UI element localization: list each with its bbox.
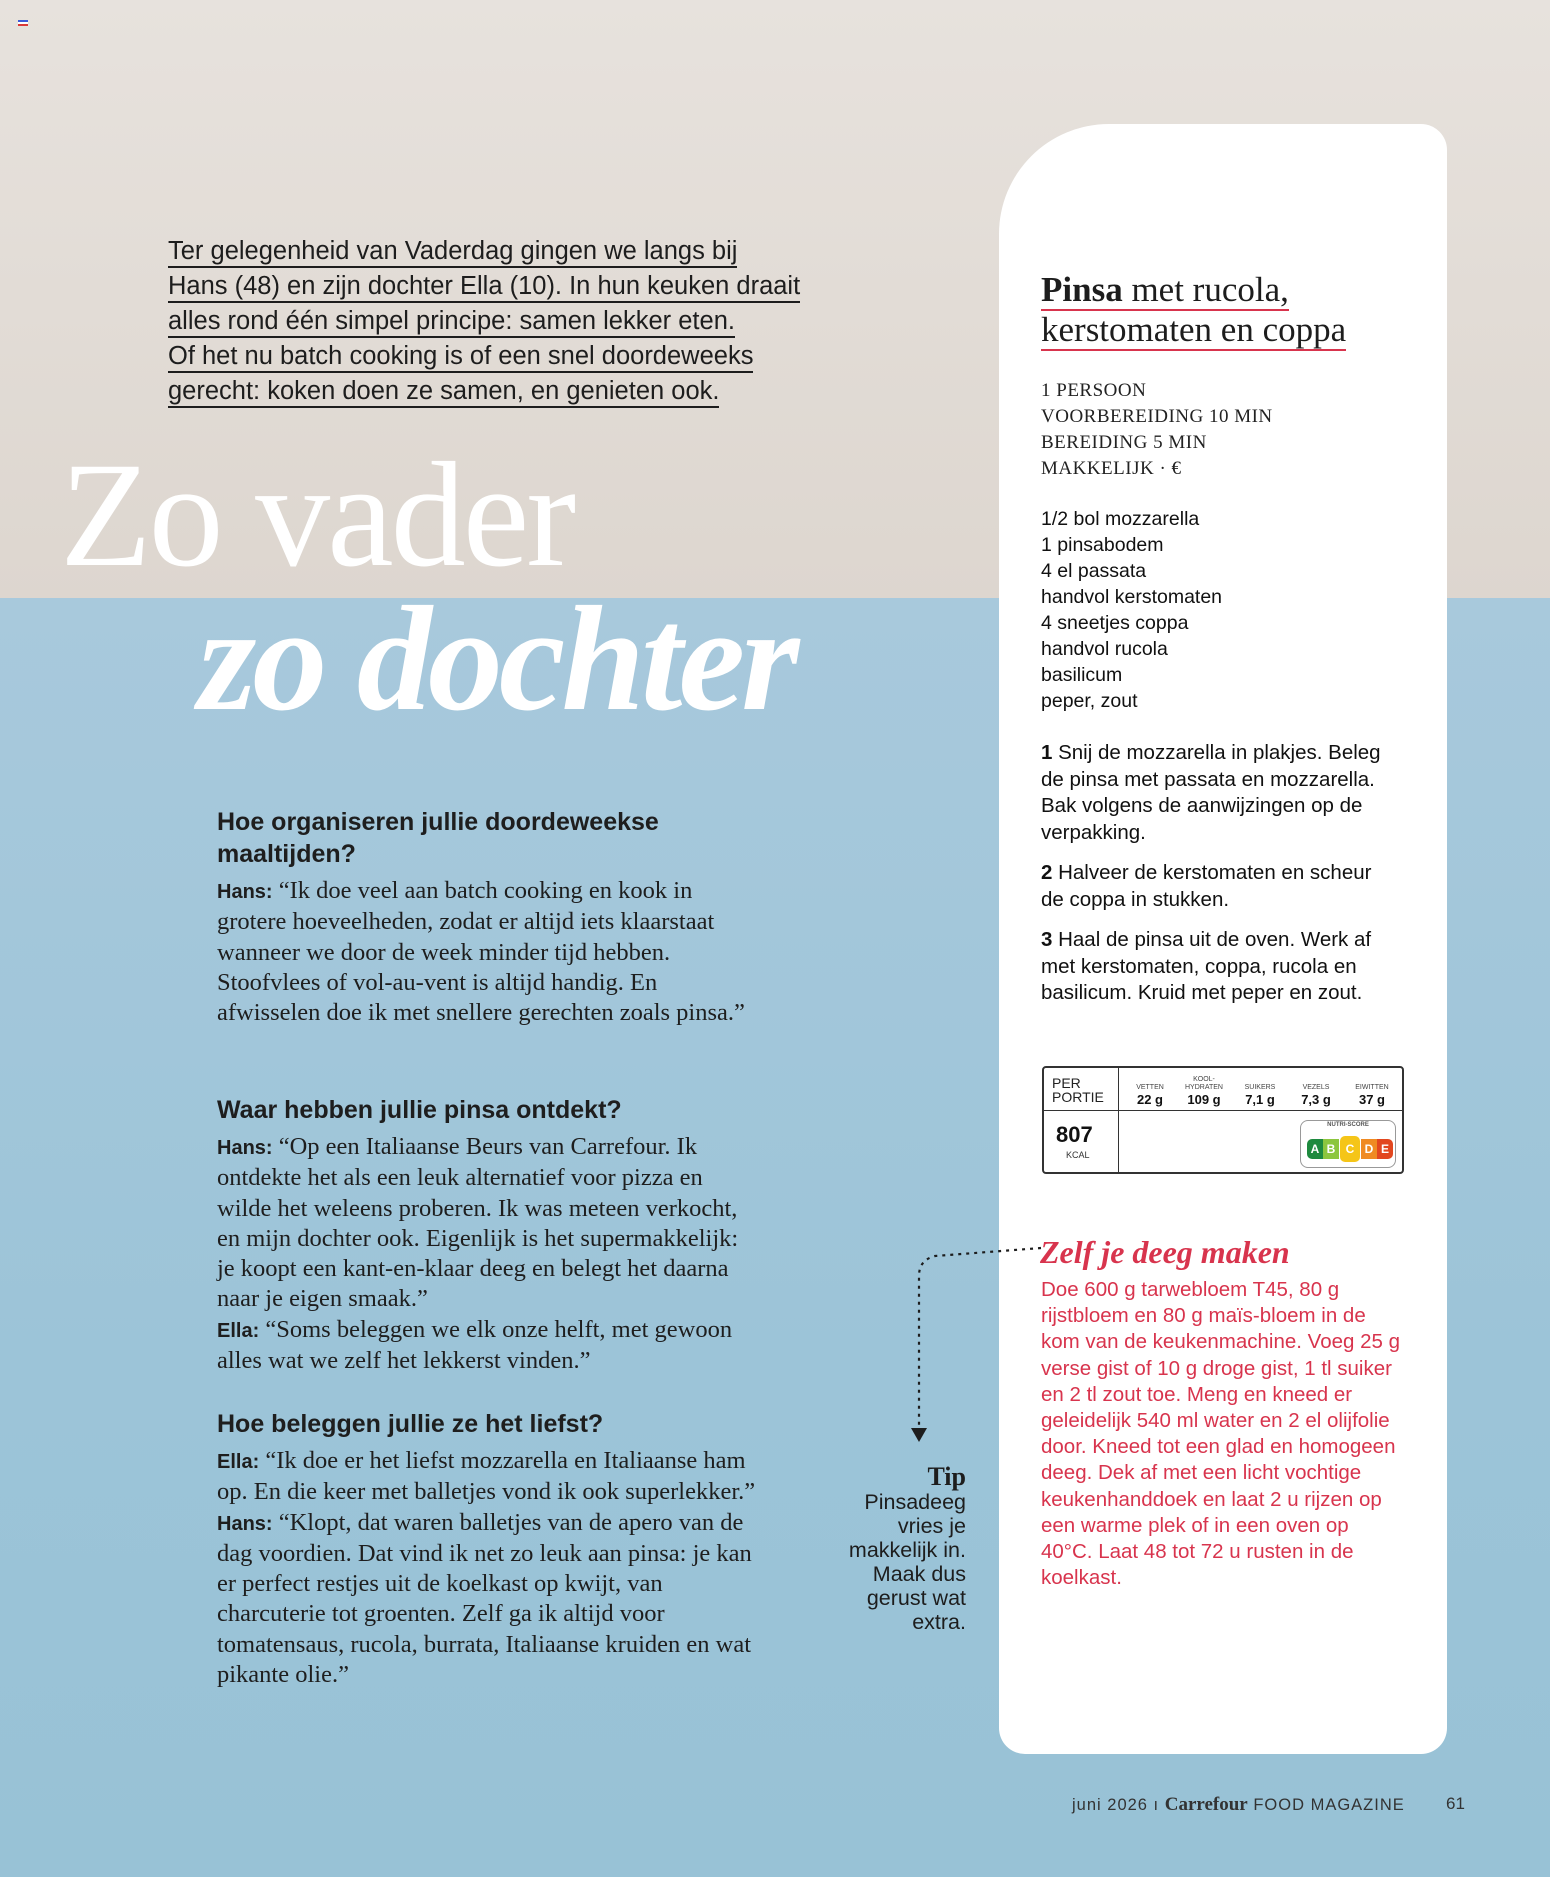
question: Waar hebben jullie pinsa ontdekt? xyxy=(217,1096,622,1124)
nutrition-table xyxy=(1042,1066,1404,1174)
intro-line: Hans (48) en zijn dochter Ella (10). In hun keuken draait xyxy=(168,272,800,303)
nutrient-label: SUIKERS xyxy=(1244,1084,1276,1091)
answer xyxy=(217,1132,757,1315)
answer-text: “Klopt, dat waren balletjes van de apero van de dag voordien. Dat vind ik net zo leuk aan pinsa: je kan er perfect restjes uit de koelkast op kwijt, van charcuterie tot groenten. Zelf ga ik altijd voor tomatensaus, rucola, burrata, Italiaanse kruiden en wat pikante olie.” xyxy=(217,1508,752,1689)
answer-text: “Ik doe veel aan batch cooking en kook in grotere hoeveelheden, zodat er altijd iets klaarstaat wanneer we door de week minder tijd hebben. Stoofvlees of vol-au-vent is altijd handig. En afwisselen doe ik met snellere gerechten zoals pinsa.” xyxy=(217,877,745,1027)
ingredient: basilicum xyxy=(1041,664,1123,686)
nutrient-fat xyxy=(1124,1078,1176,1107)
per-portion-label xyxy=(1052,1076,1104,1104)
answer xyxy=(217,876,757,1028)
step xyxy=(1041,740,1396,846)
nutrient-label: KOOL-HYDRATEN xyxy=(1185,1076,1223,1091)
answer-text: “Soms beleggen we elk onze helft, met gewoon alles wat we zelf het lekkerst vinden.” xyxy=(217,1315,733,1375)
dough-title: Zelf je deeg maken xyxy=(1040,1234,1290,1270)
dough-text: Doe 600 g tarwebloem T45, 80 g rijstbloem en 80 g maïs-bloem in de kom van de keukenmachine. Voeg 25 g verse gist of 10 g droge gist, 1 tl suiker en 2 tl zout toe. Meng en kneed er geleidelijk 540 ml water en 2 el olijfolie door. Kneed tot een glad en homogeen deeg. Dek af met een licht vochtige keukenhanddoek en laat 2 u rijzen op een warme plek of in een oven op 40°C. Laat 48 tot 72 u rusten in de koelkast. xyxy=(1041,1278,1400,1590)
step xyxy=(1041,860,1396,913)
nutri-score-letter-a: A xyxy=(1307,1139,1323,1159)
answer-text: “Op een Italiaanse Beurs van Carrefour. Ik ontdekte het als een leuk alternatief voor pizza en wilde het weleens proberen. Ik was meteen verkocht, en mijn dochter ook. Eigenlijk is het supermakkelijk: je koopt een kant-en-klaar deeg en belegt het daarna naar je eigen smaak.” xyxy=(217,1133,739,1313)
step-number: 3 xyxy=(1041,928,1053,951)
recipe-meta xyxy=(1041,378,1273,482)
ingredients-list xyxy=(1041,506,1222,714)
intro-line: Of het nu batch cooking is of een snel doordeweeks xyxy=(168,342,753,373)
difficulty: MAKKELIJK · € xyxy=(1041,458,1182,479)
per-label: PER xyxy=(1052,1075,1081,1091)
step-number: 1 xyxy=(1041,741,1053,764)
step-text: Snij de mozzarella in plakjes. Beleg de pinsa met passata en mozzarella. Bak volgens de aanwijzingen op de verpakking. xyxy=(1041,741,1381,844)
nutri-score-scale xyxy=(1307,1137,1393,1161)
nutrient-value: 22 g xyxy=(1136,1092,1163,1107)
nutrient-protein xyxy=(1346,1078,1398,1107)
prep-time: VOORBEREIDING 10 MIN xyxy=(1041,406,1273,427)
tip-text: Pinsadeeg vries je makkelijk in. Maak dus gerust wat extra. xyxy=(848,1490,966,1634)
qa-block xyxy=(217,806,757,1028)
question: Hoe beleggen jullie ze het liefst? xyxy=(217,1410,604,1438)
ingredient: peper, zout xyxy=(1041,690,1138,712)
servings: 1 PERSOON xyxy=(1041,380,1147,401)
flag-icon xyxy=(18,20,28,27)
tip-title: Tip xyxy=(927,1462,966,1491)
question: Hoe organiseren jullie doordeweekse maaltijden? xyxy=(217,808,659,868)
qa-block xyxy=(217,1408,757,1690)
speaker: Hans: xyxy=(217,1137,273,1159)
recipe-title xyxy=(1041,270,1421,350)
nutri-score-letter-d: D xyxy=(1361,1139,1377,1159)
recipe-title-line2: kerstomaten en coppa xyxy=(1041,310,1347,349)
ingredient: handvol kerstomaten xyxy=(1041,586,1223,608)
nutrient-fiber xyxy=(1290,1078,1342,1107)
nutrient-value: 7,1 g xyxy=(1245,1092,1275,1107)
nutrient-value: 37 g xyxy=(1358,1092,1385,1107)
speaker: Ella: xyxy=(217,1319,260,1342)
nutrient-value: 7,3 g xyxy=(1301,1092,1331,1107)
recipe-title-rest: met rucola, xyxy=(1122,270,1289,309)
nutrient-label: VETTEN xyxy=(1136,1084,1164,1091)
step xyxy=(1041,927,1396,1007)
step-number: 2 xyxy=(1041,861,1053,884)
answer xyxy=(217,1315,757,1377)
ingredient: 1/2 bol mozzarella xyxy=(1041,508,1200,530)
ingredient: 1 pinsabodem xyxy=(1041,534,1164,556)
dotted-arrow-icon xyxy=(905,1242,1045,1452)
intro-line: gerecht: koken doen ze samen, en genieten ook. xyxy=(168,377,719,408)
recipe-steps xyxy=(1041,740,1396,1021)
speaker: Hans: xyxy=(217,881,273,903)
intro-text xyxy=(168,234,888,409)
ingredient: 4 el passata xyxy=(1041,560,1147,582)
nutrient-sugar xyxy=(1234,1078,1286,1107)
nutri-score-badge xyxy=(1300,1120,1396,1168)
cook-time: BEREIDING 5 MIN xyxy=(1041,432,1207,453)
headline-line-2: zo dochter xyxy=(198,576,796,742)
footer-brand: Carrefour xyxy=(1164,1794,1248,1815)
nutrient-value: 109 g xyxy=(1187,1092,1221,1107)
kcal-value: 807 xyxy=(1056,1122,1093,1147)
footer-date: juni 2026 ı xyxy=(1072,1796,1165,1814)
page-footer xyxy=(1072,1794,1405,1816)
step-text: Haal de pinsa uit de oven. Werk af met kerstomaten, coppa, rucola en basilicum. Kruid met peper en zout. xyxy=(1041,928,1372,1004)
intro-line: alles rond één simpel principe: samen lekker eten. xyxy=(168,307,735,338)
nutrient-label: VEZELS xyxy=(1302,1084,1330,1091)
ingredient: 4 sneetjes coppa xyxy=(1041,612,1189,634)
nutrient-label: EIWITTEN xyxy=(1355,1084,1389,1091)
nutri-score-label: NUTRI-SCORE xyxy=(1327,1122,1369,1128)
nutri-score-letter-c: C xyxy=(1339,1135,1361,1163)
answer xyxy=(217,1446,757,1508)
nutri-score-letter-e: E xyxy=(1377,1139,1393,1159)
step-text: Halveer de kerstomaten en scheur de coppa in stukken. xyxy=(1041,861,1372,911)
footer-magazine: FOOD MAGAZINE xyxy=(1247,1796,1405,1814)
ingredient: handvol rucola xyxy=(1041,638,1168,660)
recipe-title-bold: Pinsa xyxy=(1041,270,1123,309)
speaker: Hans: xyxy=(217,1512,273,1535)
speaker: Ella: xyxy=(217,1451,260,1473)
intro-line: Ter gelegenheid van Vaderdag gingen we langs bij xyxy=(168,237,737,268)
headline-line-1: Zo vader xyxy=(60,432,574,598)
page-number: 61 xyxy=(1446,1794,1465,1813)
nutri-score-letter-b: B xyxy=(1323,1139,1339,1159)
portie-label: PORTIE xyxy=(1052,1089,1104,1105)
answer xyxy=(217,1508,757,1691)
qa-block xyxy=(217,1094,757,1376)
nutrient-carbs xyxy=(1178,1078,1230,1107)
answer-text: “Ik doe er het liefst mozzarella en Italiaanse ham op. En die keer met balletjes vond ik ook superlekker.” xyxy=(217,1447,756,1506)
kcal-unit: KCAL xyxy=(1066,1150,1090,1160)
